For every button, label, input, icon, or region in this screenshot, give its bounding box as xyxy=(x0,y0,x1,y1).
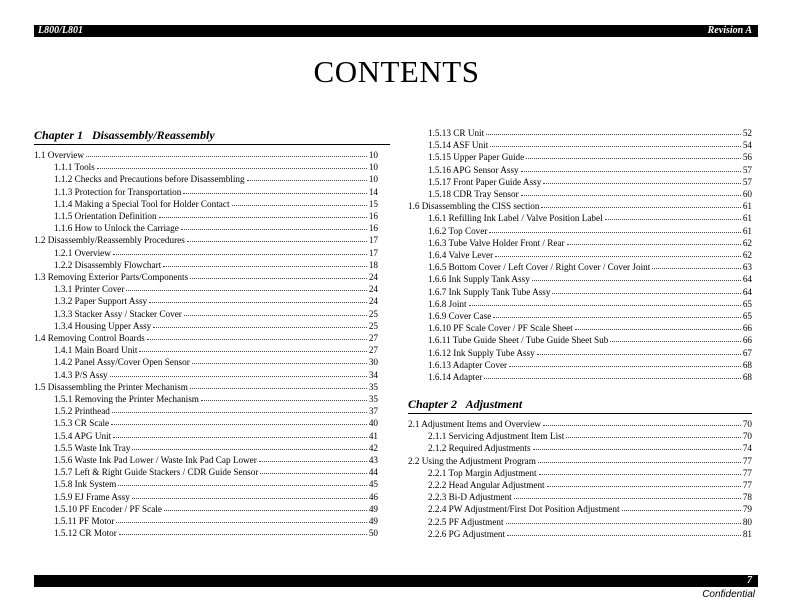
toc-entry-page: 42 xyxy=(368,442,378,453)
toc-entry-page: 16 xyxy=(368,223,378,234)
dot-leader xyxy=(260,465,366,474)
toc-entry-page: 37 xyxy=(368,406,378,417)
toc-entry-label: 2.2.3 Bi-D Adjustment xyxy=(428,492,512,503)
toc-entry[interactable] xyxy=(54,173,378,185)
toc-entry[interactable] xyxy=(54,210,378,222)
dot-leader xyxy=(575,321,741,330)
toc-entry-label: 1.4.1 Main Board Unit xyxy=(54,345,138,356)
toc-entry-label: 1.5.12 CR Motor xyxy=(54,528,117,539)
toc-entry-page: 17 xyxy=(368,235,378,246)
toc-entry-label: 1.6.3 Tube Valve Holder Front / Rear xyxy=(428,237,565,248)
toc-entry[interactable] xyxy=(54,405,378,417)
toc-entry[interactable] xyxy=(428,225,752,237)
toc-entry[interactable] xyxy=(54,527,378,539)
toc-entry-label: 1.4.3 P/S Assy xyxy=(54,369,108,380)
toc-entry-label: 1.6.1 Refilling Ink Label / Valve Position Label xyxy=(428,213,603,224)
toc-entry-page: 60 xyxy=(742,189,752,199)
toc-entry-label: 1.5.4 APG Unit xyxy=(54,430,112,441)
toc-entry-page: 10 xyxy=(368,174,378,185)
toc-entry-page: 70 xyxy=(742,431,752,442)
toc-entry-label: 1.5 Disassembling the Printer Mechanism xyxy=(34,381,188,392)
page-number: 7 xyxy=(747,575,752,586)
toc-entry[interactable] xyxy=(428,528,752,540)
dot-leader xyxy=(533,441,741,450)
toc-entry-page: 68 xyxy=(742,359,752,370)
toc-entry-page: 34 xyxy=(368,369,378,380)
toc-entry[interactable] xyxy=(54,430,378,442)
toc-entry-label: 1.5.14 ASF Unit xyxy=(428,140,489,151)
toc-entry-page: 49 xyxy=(368,516,378,526)
toc-entry-page: 77 xyxy=(742,455,752,466)
toc-entry-label: 2.1 Adjustment Items and Overview xyxy=(408,419,541,429)
toc-entry-label: 1.5.7 Left & Right Guide Stackers / CDR Guide Sensor xyxy=(54,467,259,478)
dot-leader xyxy=(247,172,367,181)
toc-entry-label: 1.6.7 Ink Supply Tank Tube Assy xyxy=(428,286,551,297)
dot-leader xyxy=(259,453,367,462)
toc-entry-page: 66 xyxy=(742,323,752,334)
toc-entry-page: 65 xyxy=(742,311,752,321)
toc-entry-label: 1.6.12 Ink Supply Tube Assy xyxy=(428,347,535,358)
dot-leader xyxy=(181,221,367,230)
toc-entry-page: 18 xyxy=(368,259,378,270)
model-name: L800/L801 xyxy=(38,25,83,36)
toc-entry-label: 1.5.16 APG Sensor Assy xyxy=(428,164,519,175)
toc-entry[interactable] xyxy=(34,149,378,161)
toc-entry-page: 61 xyxy=(742,201,752,212)
dot-leader xyxy=(97,160,367,169)
toc-entry-label: 1.1.6 How to Unlock the Carriage xyxy=(54,223,179,234)
toc-entry-label: 1.6.5 Bottom Cover / Left Cover / Right Cover / Cover Joint xyxy=(428,262,651,273)
toc-entry-label: 1.6.11 Tube Guide Sheet / Tube Guide Sheet Sub xyxy=(428,335,609,346)
toc-entry[interactable] xyxy=(54,515,378,527)
toc-entry-label: 1.6.13 Adapter Cover xyxy=(428,359,508,370)
dot-leader xyxy=(132,490,367,499)
dot-leader xyxy=(113,246,367,255)
toc-entry[interactable] xyxy=(408,455,752,467)
toc-entry-label: 1.6.10 PF Scale Cover / PF Scale Sheet xyxy=(428,323,573,334)
dot-leader xyxy=(507,527,741,536)
toc-entry-page: 57 xyxy=(742,164,752,175)
toc-entry-page: 78 xyxy=(742,492,752,503)
footer-bar xyxy=(34,575,758,587)
toc-entry-page: 50 xyxy=(368,528,378,539)
dot-leader xyxy=(149,294,367,303)
toc-entry[interactable] xyxy=(428,151,752,163)
toc-entry-label: 1.6.14 Adapter xyxy=(428,372,483,382)
toc-entry-label: 1.3.3 Stacker Assy / Stacker Cover xyxy=(54,308,182,319)
dot-leader xyxy=(132,441,366,450)
toc-entry[interactable] xyxy=(408,418,752,430)
dot-leader xyxy=(232,197,367,206)
chapter-1-number: Chapter 1 xyxy=(34,128,84,142)
toc-entry-page: 80 xyxy=(742,516,752,527)
dot-leader xyxy=(526,150,741,159)
toc-entry-label: 1.5.1 Removing the Printer Mechanism xyxy=(54,394,199,404)
dot-leader xyxy=(486,126,741,135)
dot-leader xyxy=(110,368,367,377)
dot-leader xyxy=(490,138,741,147)
toc-entry[interactable] xyxy=(428,261,752,273)
dot-leader xyxy=(469,297,741,306)
toc-entry[interactable] xyxy=(428,273,752,285)
toc-entry-label: 1.5.13 CR Unit xyxy=(428,128,485,138)
toc-entry-page: 46 xyxy=(368,491,378,502)
toc-entry[interactable] xyxy=(34,234,378,246)
dot-leader xyxy=(187,233,367,242)
toc-entry-page: 44 xyxy=(368,467,378,478)
toc-entry-page: 79 xyxy=(742,504,752,515)
toc-entry-label: 2.1.1 Servicing Adjustment Item List xyxy=(428,431,565,442)
dot-leader xyxy=(610,333,740,342)
toc-entry-page: 14 xyxy=(368,186,378,197)
toc-entry-label: 1.2.1 Overview xyxy=(54,247,111,258)
toc-entry-label: 2.2.4 PW Adjustment/First Dot Position Adjustment xyxy=(428,504,620,515)
toc-entry-page: 81 xyxy=(742,528,752,539)
toc-entry[interactable] xyxy=(54,344,378,356)
toc-entry[interactable] xyxy=(428,286,752,298)
toc-entry[interactable] xyxy=(54,356,378,368)
toc-entry-page: 65 xyxy=(742,298,752,309)
dot-leader xyxy=(509,358,741,367)
toc-entry-label: 2.2.1 Top Margin Adjustment xyxy=(428,467,537,478)
toc-entry-page: 17 xyxy=(368,247,378,258)
toc-entry-page: 24 xyxy=(368,272,378,282)
toc-entry[interactable] xyxy=(54,417,378,429)
toc-entry-page: 10 xyxy=(368,162,378,173)
toc-entry-page: 27 xyxy=(368,345,378,356)
toc-entry[interactable] xyxy=(428,334,752,346)
dot-leader xyxy=(86,148,367,157)
dot-leader xyxy=(190,380,367,389)
toc-entry-label: 2.2.6 PG Adjustment xyxy=(428,528,506,539)
toc-entry-label: 1.4 Removing Control Boards xyxy=(34,333,145,343)
dot-leader xyxy=(652,260,741,269)
toc-entry[interactable] xyxy=(54,283,378,295)
toc-entry-label: 1.5.15 Upper Paper Guide xyxy=(428,152,525,163)
toc-entry-page: 67 xyxy=(742,347,752,358)
toc-entry-page: 56 xyxy=(742,152,752,163)
revision-label: Revision A xyxy=(707,25,752,36)
toc-entry[interactable] xyxy=(54,466,378,478)
toc-entry-page: 64 xyxy=(742,286,752,297)
dot-leader xyxy=(521,163,741,172)
toc-entry-label: 1.2 Disassembly/Reassembly Procedures xyxy=(34,235,185,246)
toc-entry[interactable] xyxy=(428,127,752,139)
toc-entry-page: 64 xyxy=(742,274,752,285)
dot-leader xyxy=(506,515,741,524)
dot-leader xyxy=(192,355,367,364)
toc-entry-page: 15 xyxy=(368,198,378,209)
toc-entry-label: 1.3.1 Printer Cover xyxy=(54,284,125,295)
toc-entry-label: 1.6.9 Cover Case xyxy=(428,311,492,321)
dot-leader xyxy=(126,282,366,291)
toc-entry-label: 1.5.11 PF Motor xyxy=(54,516,115,526)
toc-entry[interactable] xyxy=(428,467,752,479)
dot-leader xyxy=(118,477,367,486)
toc-entry-page: 16 xyxy=(368,211,378,221)
toc-entry-page: 10 xyxy=(368,150,378,160)
toc-entry[interactable] xyxy=(428,347,752,359)
dot-leader xyxy=(111,416,367,425)
toc-entry-label: 1.5.5 Waste Ink Tray xyxy=(54,442,131,453)
toc-entry-page: 24 xyxy=(368,284,378,295)
dot-leader xyxy=(622,502,741,511)
toc-entry-label: 1.5.17 Front Paper Guide Assy xyxy=(428,176,542,187)
toc-entry[interactable] xyxy=(54,320,378,332)
dot-leader xyxy=(537,346,741,355)
toc-entry-page: 77 xyxy=(742,467,752,478)
dot-leader xyxy=(493,309,741,318)
dot-leader xyxy=(538,454,741,463)
toc-entry-label: 1.5.9 EJ Frame Assy xyxy=(54,491,130,502)
toc-entry[interactable] xyxy=(428,139,752,151)
toc-entry[interactable] xyxy=(408,200,752,212)
dot-leader xyxy=(543,417,741,426)
dot-leader xyxy=(159,209,367,218)
toc-entry-label: 1.5.6 Waste Ink Pad Lower / Waste Ink Pad Cap Lower xyxy=(54,455,257,465)
toc-entry-page: 61 xyxy=(742,213,752,224)
toc-entry[interactable] xyxy=(428,359,752,371)
dot-leader xyxy=(489,224,740,233)
toc-entry-page: 63 xyxy=(742,262,752,273)
toc-entry-label: 1.3 Removing Exterior Parts/Components xyxy=(34,272,189,282)
toc-entry[interactable] xyxy=(34,381,378,393)
toc-entry-label: 1.3.4 Housing Upper Assy xyxy=(54,320,152,331)
toc-entry[interactable] xyxy=(428,491,752,503)
toc-entry[interactable] xyxy=(428,164,752,176)
toc-entry[interactable] xyxy=(54,161,378,173)
toc-entry[interactable] xyxy=(54,308,378,320)
dot-leader xyxy=(547,478,741,487)
toc-entry-page: 25 xyxy=(368,308,378,319)
toc-entry-page: 62 xyxy=(742,237,752,248)
toc-entry[interactable] xyxy=(54,369,378,381)
dot-leader xyxy=(184,307,367,316)
dot-leader xyxy=(153,319,367,328)
dot-leader xyxy=(113,429,367,438)
toc-entry-label: 1.5.3 CR Scale xyxy=(54,418,110,429)
toc-entry-label: 1.5.8 Ink System xyxy=(54,479,117,490)
toc-entry-label: 1.5.10 PF Encoder / PF Scale xyxy=(54,503,162,514)
dot-leader xyxy=(119,526,367,535)
page-title: CONTENTS xyxy=(313,54,480,89)
dot-leader xyxy=(112,404,367,413)
chapter-2-title: Adjustment xyxy=(465,397,523,411)
toc-entry-page: 43 xyxy=(368,455,378,465)
toc-entry-page: 27 xyxy=(368,333,378,343)
toc-entry-page: 24 xyxy=(368,296,378,307)
toc-entry-label: 2.1.2 Required Adjustments xyxy=(428,443,531,454)
toc-entry[interactable] xyxy=(428,516,752,528)
toc-entry[interactable] xyxy=(54,442,378,454)
toc-entry[interactable] xyxy=(54,186,378,198)
dot-leader xyxy=(163,258,367,267)
toc-entry[interactable] xyxy=(54,247,378,259)
toc-entry[interactable] xyxy=(34,271,378,283)
dot-leader xyxy=(164,502,367,511)
toc-entry[interactable] xyxy=(54,454,378,466)
dot-leader xyxy=(541,199,740,208)
toc-entry[interactable] xyxy=(428,503,752,515)
dot-leader xyxy=(567,236,741,245)
toc-entry[interactable] xyxy=(428,298,752,310)
toc-entry-page: 66 xyxy=(742,335,752,346)
toc-entry-label: 1.1.5 Orientation Definition xyxy=(54,211,157,221)
dot-leader xyxy=(566,429,741,438)
toc-entry-page: 52 xyxy=(742,128,752,138)
toc-entry[interactable] xyxy=(54,198,378,210)
chapter-2-number: Chapter 2 xyxy=(408,397,458,411)
toc-entry[interactable] xyxy=(428,212,752,224)
toc-entry[interactable] xyxy=(428,310,752,322)
toc-entry[interactable] xyxy=(428,322,752,334)
toc-entry-page: 45 xyxy=(368,479,378,490)
dot-leader xyxy=(521,187,741,196)
header-bar xyxy=(34,25,758,37)
toc-entry-page: 77 xyxy=(742,480,752,490)
toc-entry-page: 35 xyxy=(368,394,378,404)
toc-entry-label: 1.6.6 Ink Supply Tank Assy xyxy=(428,274,530,285)
chapter-1-heading xyxy=(34,128,390,145)
toc-entry-label: 1.6 Disassembling the CISS section xyxy=(408,201,540,212)
toc-entry[interactable] xyxy=(428,249,752,261)
toc-entry-label: 2.2 Using the Adjustment Program xyxy=(408,455,536,466)
toc-entry-label: 1.3.2 Paper Support Assy xyxy=(54,296,148,307)
toc-entry-page: 70 xyxy=(742,419,752,429)
dot-leader xyxy=(532,272,741,281)
toc-entry-page: 49 xyxy=(368,503,378,514)
dot-leader xyxy=(495,248,741,257)
toc-entry-page: 35 xyxy=(368,381,378,392)
toc-entry[interactable] xyxy=(54,491,378,503)
toc-entry[interactable] xyxy=(54,295,378,307)
toc-entry-label: 1.4.2 Panel Assy/Cover Open Sensor xyxy=(54,357,190,368)
toc-entry-label: 1.5.2 Printhead xyxy=(54,406,110,417)
dot-leader xyxy=(539,466,741,475)
toc-entry-label: 1.1.2 Checks and Precautions before Disassembling xyxy=(54,174,245,185)
toc-entry-label: 1.1.1 Tools xyxy=(54,162,95,173)
toc-entry[interactable] xyxy=(428,237,752,249)
toc-entry-page: 61 xyxy=(742,225,752,236)
toc-entry[interactable] xyxy=(428,176,752,188)
chapter-2-heading xyxy=(408,397,752,414)
toc-entry-label: 1.6.2 Top Cover xyxy=(428,225,488,236)
toc-entry-page: 30 xyxy=(368,357,378,368)
toc-entry-page: 74 xyxy=(742,443,752,454)
toc-entry-label: 1.1.3 Protection for Transportation xyxy=(54,186,182,197)
toc-entry-page: 41 xyxy=(368,430,378,441)
dot-leader xyxy=(605,211,741,220)
toc-entry-label: 1.2.2 Disassembly Flowchart xyxy=(54,259,162,270)
dot-leader xyxy=(201,392,367,401)
toc-entry-page: 54 xyxy=(742,140,752,151)
toc-entry-page: 57 xyxy=(742,176,752,187)
toc-entry[interactable] xyxy=(428,442,752,454)
toc-entry-label: 1.5.18 CDR Tray Sensor xyxy=(428,189,519,199)
toc-entry-label: 2.2.2 Head Angular Adjustment xyxy=(428,480,545,490)
toc-entry[interactable] xyxy=(428,371,752,383)
toc-entry-label: 2.2.5 PF Adjustment xyxy=(428,516,504,527)
toc-entry[interactable] xyxy=(54,478,378,490)
toc-entry[interactable] xyxy=(54,393,378,405)
toc-entry[interactable] xyxy=(34,332,378,344)
dot-leader xyxy=(484,370,740,379)
dot-leader xyxy=(147,331,367,340)
dot-leader xyxy=(190,270,367,279)
toc-entry[interactable] xyxy=(54,503,378,515)
toc-entry[interactable] xyxy=(428,430,752,442)
dot-leader xyxy=(116,514,366,523)
confidential-label: Confidential xyxy=(702,589,755,600)
dot-leader xyxy=(139,343,366,352)
toc-entry-label: 1.1 Overview xyxy=(34,150,85,160)
toc-entry-page: 68 xyxy=(742,372,752,382)
toc-entry-label: 1.6.4 Valve Lever xyxy=(428,250,494,260)
dot-leader xyxy=(183,185,366,194)
dot-leader xyxy=(552,285,740,294)
toc-entry[interactable] xyxy=(428,188,752,200)
toc-entry[interactable] xyxy=(54,259,378,271)
dot-leader xyxy=(543,175,741,184)
toc-entry-label: 1.1.4 Making a Special Tool for Holder Contact xyxy=(54,198,230,209)
toc-entry-page: 62 xyxy=(742,250,752,260)
toc-entry-page: 40 xyxy=(368,418,378,429)
toc-entry-label: 1.6.8 Joint xyxy=(428,298,467,309)
toc-entry-page: 25 xyxy=(368,320,378,331)
chapter-1-title: Disassembly/Reassembly xyxy=(92,128,215,142)
toc-entry[interactable] xyxy=(428,479,752,491)
dot-leader xyxy=(514,490,741,499)
toc-entry[interactable] xyxy=(54,222,378,234)
